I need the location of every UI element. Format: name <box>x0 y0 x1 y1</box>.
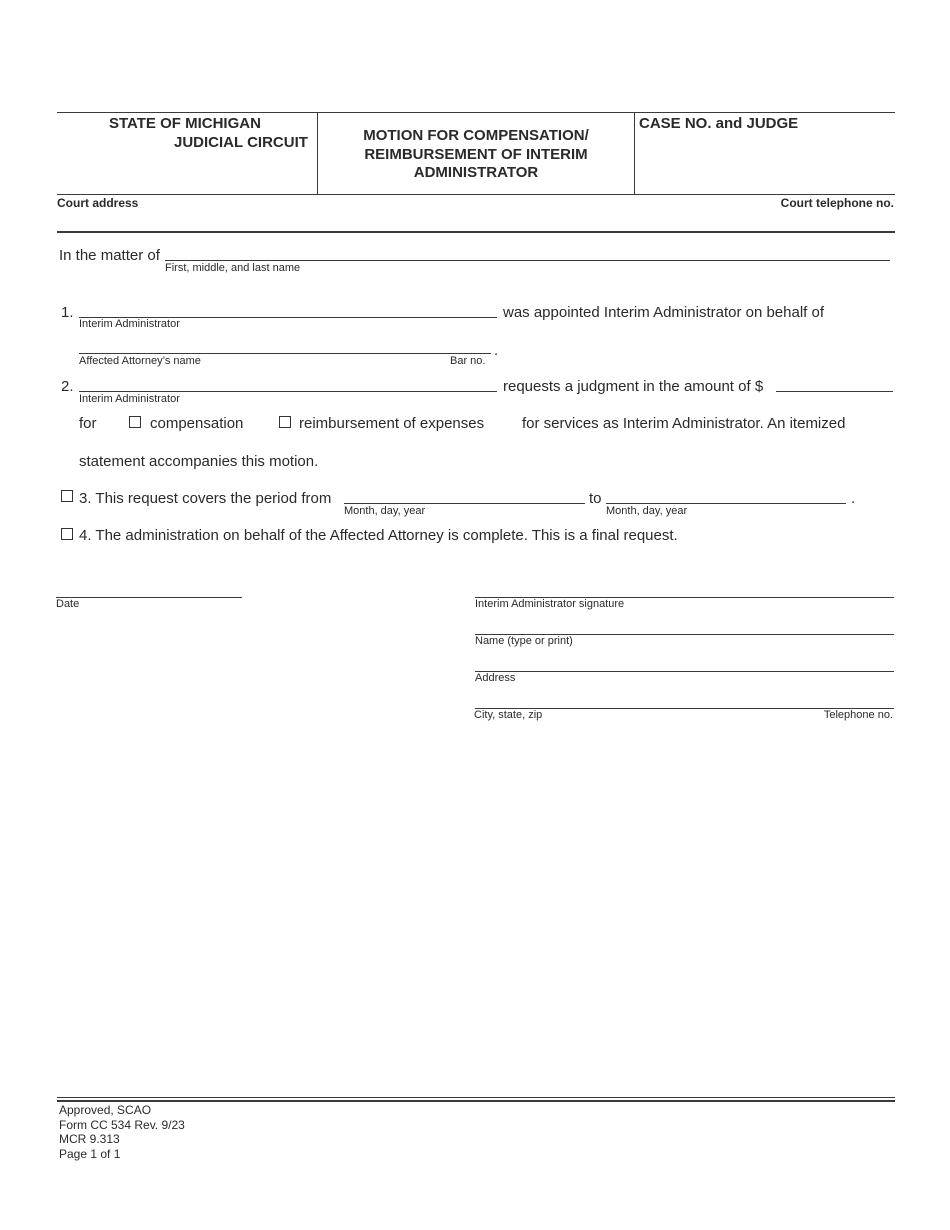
footer-info <box>59 1103 185 1161</box>
court-address-label: Court address <box>57 196 139 210</box>
date-field[interactable] <box>56 597 242 598</box>
case-no-judge-label: CASE NO. and JUDGE <box>639 115 799 132</box>
judgment-amount-field[interactable] <box>776 391 893 392</box>
bar-no-sublabel: Bar no. <box>450 355 486 367</box>
item1-interim-admin-sublabel: Interim Administrator <box>79 318 180 330</box>
name-label: Name (type or print) <box>475 635 573 647</box>
footer-rule-top <box>57 1097 895 1098</box>
judicial-circuit-label: JUDICIAL CIRCUIT <box>174 134 308 151</box>
item4-text: 4. The administration on behalf of the Affected Attorney is complete. This is a final request. <box>79 527 678 544</box>
item3-to-label: to <box>589 490 602 507</box>
period-end-sublabel: Month, day, year <box>606 505 688 517</box>
affected-attorney-field[interactable] <box>79 353 491 354</box>
court-address-rule <box>57 231 895 233</box>
item3-checkbox[interactable] <box>61 490 73 502</box>
form-title-line-2: REIMBURSEMENT OF INTERIM <box>364 145 588 163</box>
address-field[interactable] <box>475 671 894 672</box>
matter-name-field[interactable] <box>165 260 890 261</box>
form-title-line-3: ADMINISTRATOR <box>413 164 539 181</box>
period-start-sublabel: Month, day, year <box>344 505 426 517</box>
state-name: STATE OF MICHIGAN <box>109 115 261 132</box>
item2-for-label: for <box>79 415 97 432</box>
item3-text: 3. This request covers the period from <box>79 490 332 507</box>
header-bottom-rule <box>57 194 895 195</box>
form-title-line-1: MOTION FOR COMPENSATION/ <box>363 127 589 144</box>
item1-text: was appointed Interim Administrator on behalf of <box>503 304 825 321</box>
item2-number: 2. <box>61 378 74 395</box>
header-divider-right <box>634 112 635 194</box>
compensation-checkbox[interactable] <box>129 416 141 428</box>
footer-form-number: Form CC 534 Rev. 9/23 <box>59 1117 185 1132</box>
matter-name-sublabel: First, middle, and last name <box>165 262 301 274</box>
affected-attorney-sublabel: Affected Attorney’s name <box>79 355 201 367</box>
period-end-field[interactable] <box>606 503 846 504</box>
court-telephone-label: Court telephone no. <box>780 196 894 210</box>
header-top-rule <box>57 112 895 113</box>
period-start-field[interactable] <box>344 503 585 504</box>
item2-statement-text: statement accompanies this motion. <box>79 453 319 470</box>
date-label: Date <box>56 598 80 610</box>
item2-interim-admin-sublabel: Interim Administrator <box>79 393 180 405</box>
signature-label: Interim Administrator signature <box>475 598 625 610</box>
matter-label: In the matter of <box>59 247 160 264</box>
telephone-label: Telephone no. <box>823 709 893 721</box>
city-state-zip-label: City, state, zip <box>474 709 543 721</box>
item1-period: . <box>494 342 499 359</box>
item3-period: . <box>851 490 856 507</box>
item4-checkbox[interactable] <box>61 528 73 540</box>
item2-services-text: for services as Interim Administrator. An itemized <box>522 415 846 432</box>
address-label: Address <box>475 672 516 684</box>
form-title <box>318 127 634 183</box>
reimbursement-checkbox[interactable] <box>279 416 291 428</box>
item2-text: requests a judgment in the amount of $ <box>503 378 764 395</box>
footer-mcr: MCR 9.313 <box>59 1132 120 1146</box>
item1-number: 1. <box>61 304 74 321</box>
footer-page: Page 1 of 1 <box>59 1146 121 1161</box>
item2-interim-admin-field[interactable] <box>79 391 497 392</box>
compensation-label: compensation <box>150 415 244 432</box>
footer-approved: Approved, SCAO <box>59 1103 152 1117</box>
reimbursement-label: reimbursement of expenses <box>299 415 485 432</box>
footer-rule-bottom <box>57 1100 895 1102</box>
